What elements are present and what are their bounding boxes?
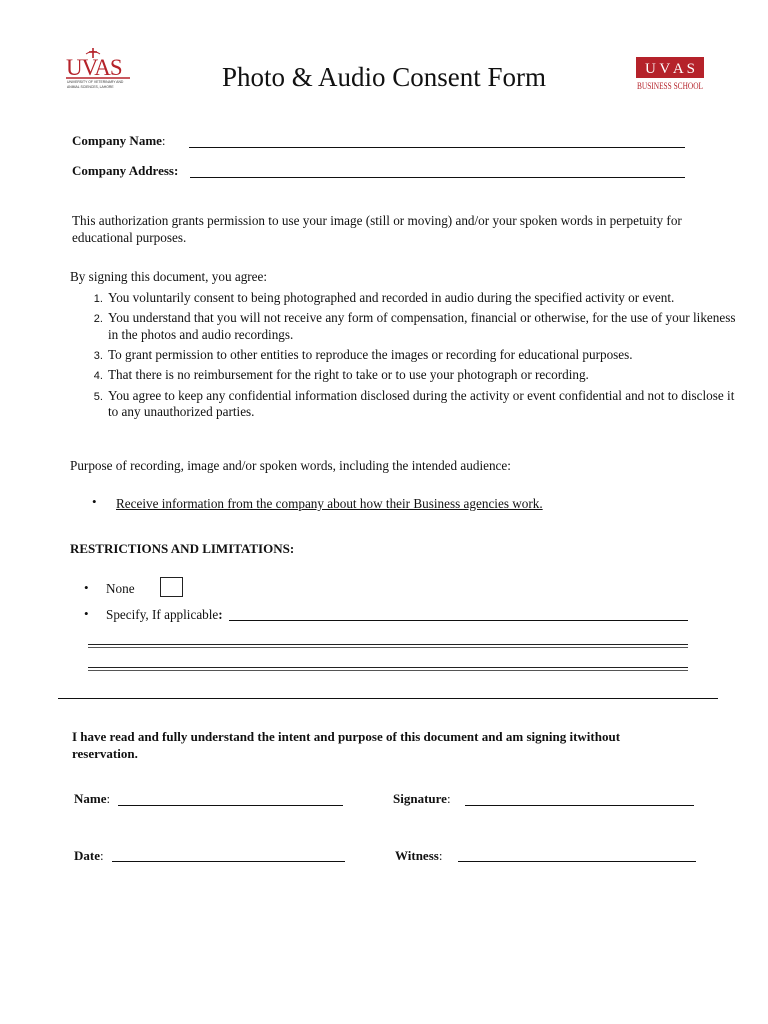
svg-text:UNIVERSITY OF VETERINARY AND: UNIVERSITY OF VETERINARY AND	[67, 80, 124, 84]
svg-text:BUSINESS SCHOOL: BUSINESS SCHOOL	[637, 82, 704, 92]
form-title: Photo & Audio Consent Form	[221, 62, 547, 92]
company-name-field[interactable]	[189, 147, 685, 148]
bullet-icon: •	[84, 580, 89, 595]
witness-field[interactable]	[458, 861, 696, 862]
svg-text:U V A S: U V A S	[645, 61, 695, 77]
name-label: Name:	[74, 791, 111, 806]
signature-label: Signature:	[393, 791, 451, 806]
section-divider	[58, 698, 718, 699]
signature-field[interactable]	[465, 805, 694, 806]
specify-label: Specify, If applicable:	[106, 607, 223, 622]
svg-text:ANIMAL SCIENCES, LAHORE: ANIMAL SCIENCES, LAHORE	[67, 85, 114, 89]
specify-line-3[interactable]	[88, 667, 688, 671]
specify-field[interactable]	[229, 620, 688, 621]
agree-lead: By signing this document, you agree:	[70, 269, 268, 284]
term-item: 2. You understand that you will not receive any form of compensation, financial or otherwise, for the use of your likeness in the photos and audio recordings.	[106, 310, 746, 344]
uvas-business-school-logo	[636, 57, 704, 93]
bullet-icon: •	[92, 494, 97, 509]
company-name-label: Company Name:	[72, 133, 166, 148]
purpose-item: Receive information from the company about how their Business agencies work.	[116, 496, 543, 511]
company-address-label: Company Address:	[72, 163, 179, 178]
term-item: 4. That there is no reimbursement for the right to take or to use your photograph or recording.	[106, 367, 746, 384]
date-label: Date:	[74, 848, 104, 863]
term-item: 1. You voluntarily consent to being photographed and recorded in audio during the specified activity or event.	[106, 290, 746, 307]
term-item: 5. You agree to keep any confidential information disclosed during the activity or event confidential and not to disclose it to any unauthorized parties.	[106, 388, 746, 422]
witness-label: Witness:	[395, 848, 443, 863]
svg-text:UVAS: UVAS	[66, 55, 122, 80]
authorization-text: This authorization grants permission to use your image (still or moving) and/or your spoken words in perpetuity for educational purposes.	[72, 213, 682, 245]
name-field[interactable]	[118, 805, 343, 806]
date-field[interactable]	[112, 861, 345, 862]
bullet-icon: •	[84, 606, 89, 621]
company-address-field[interactable]	[190, 177, 685, 178]
terms-list	[70, 290, 746, 425]
none-checkbox[interactable]	[160, 577, 183, 597]
declaration-text: I have read and fully understand the intent and purpose of this document and am signing itwithout reservation.	[72, 729, 621, 761]
none-label: None	[106, 581, 135, 596]
specify-line-2[interactable]	[88, 644, 688, 648]
restrictions-heading: RESTRICTIONS AND LIMITATIONS:	[70, 541, 295, 556]
term-item: 3. To grant permission to other entities to reproduce the images or recording for educational purposes.	[106, 347, 746, 364]
purpose-lead: Purpose of recording, image and/or spoken words, including the intended audience:	[70, 458, 511, 473]
